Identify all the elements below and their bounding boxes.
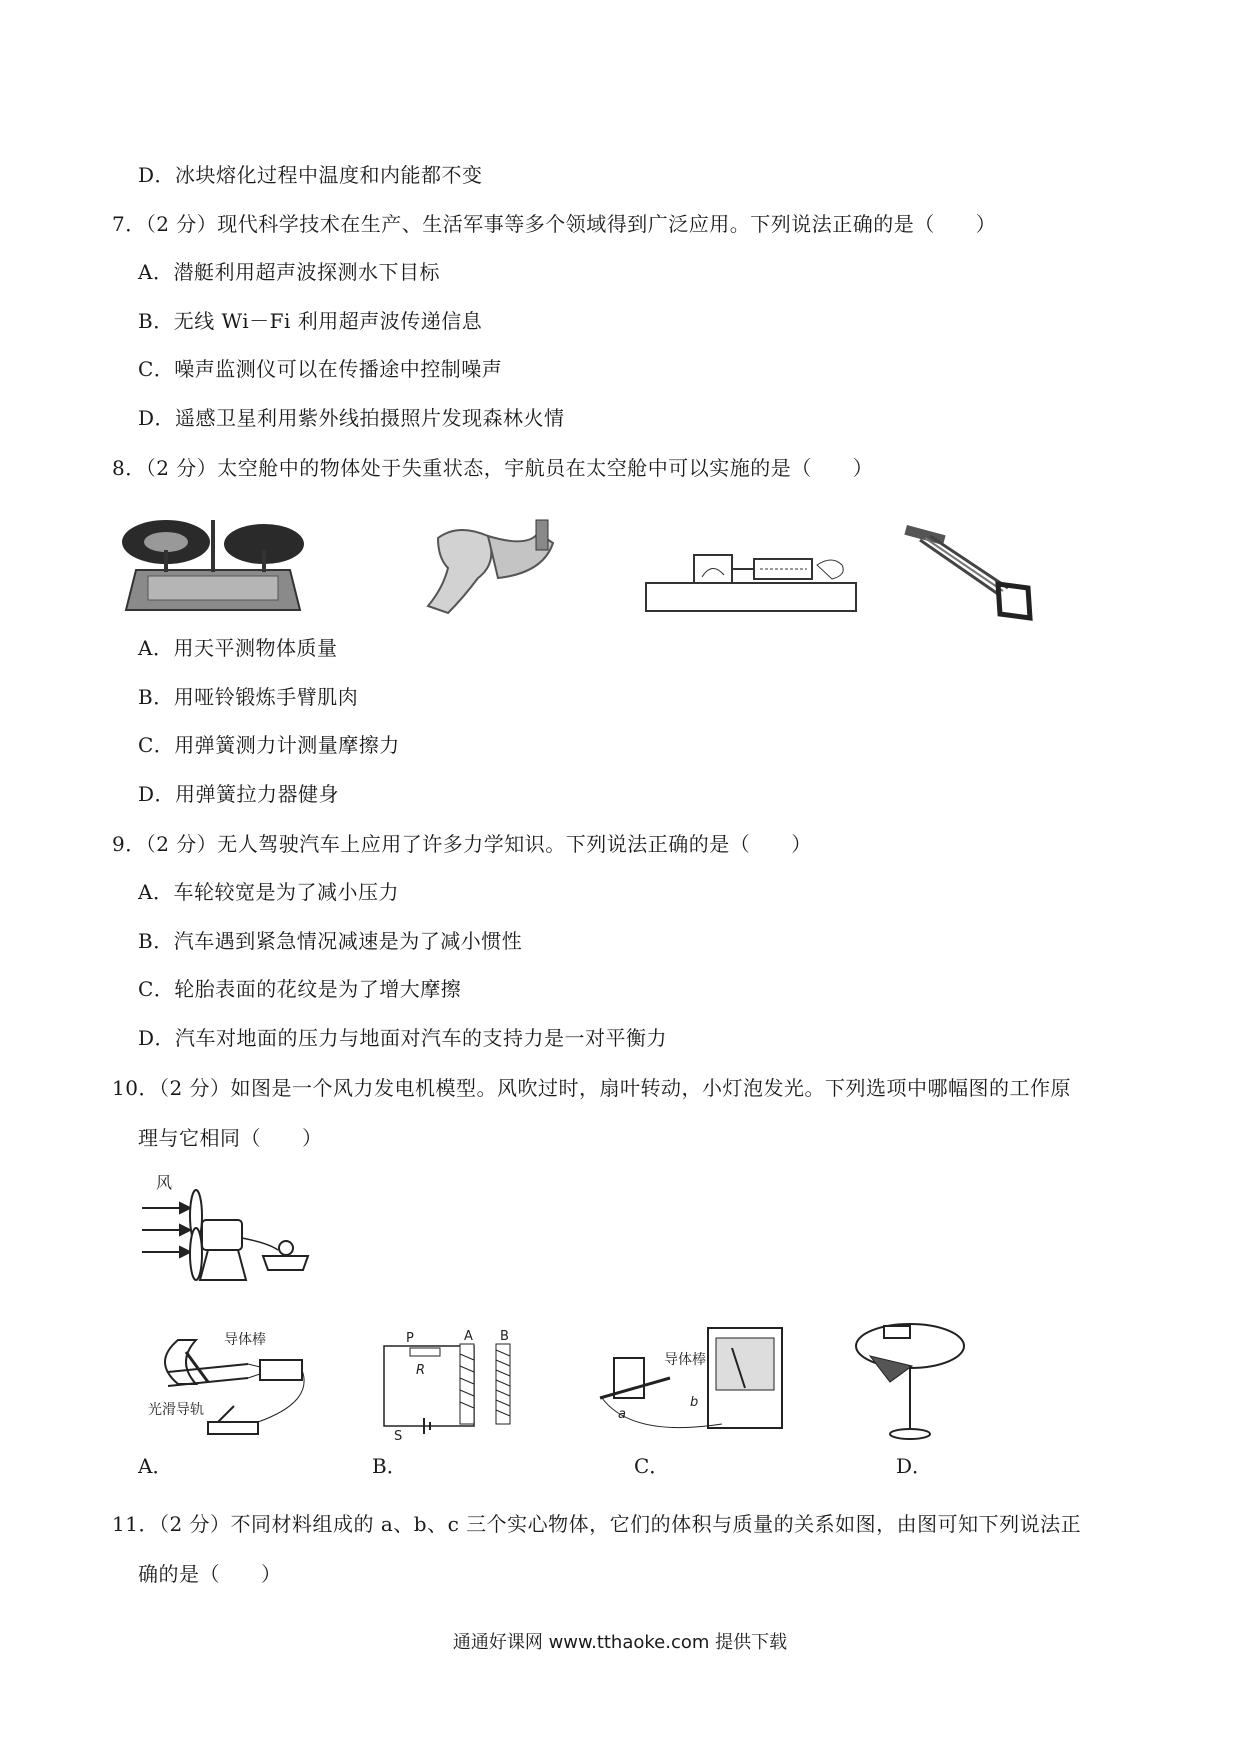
q7-option-d: D．遥感卫星利用紫外线拍摄照片发现森林火情	[138, 406, 565, 430]
q8-option-b: B．用哑铃锻炼手臂肌肉	[138, 685, 359, 709]
q9-stem: 9．（2 分）无人驾驶汽车上应用了许多力学知识。下列说法正确的是（ ）	[112, 832, 812, 856]
q7-stem: 7．（2 分）现代科学技术在生产、生活军事等多个领域得到广泛应用。下列说法正确的是（ ）	[112, 212, 997, 236]
spring-expander-icon	[900, 522, 1040, 622]
fig-b-label-a: A	[464, 1329, 473, 1344]
q7-option-c: C．噪声监测仪可以在传播途中控制噪声	[138, 357, 503, 381]
fig-a-conductor-rail	[148, 1322, 316, 1442]
q10-option-d-label: D．	[896, 1454, 933, 1478]
q10-stem-line2: 理与它相同（ ）	[138, 1126, 323, 1150]
q9-option-c: C．轮胎表面的花纹是为了增大摩擦	[138, 977, 462, 1001]
fig-d-motor	[850, 1310, 970, 1445]
fig-a-label-rail: 光滑导轨	[148, 1402, 204, 1418]
wind-generator-figure	[138, 1168, 318, 1288]
q10-option-b-label: B．	[372, 1454, 407, 1478]
fig-c-galvanometer	[592, 1318, 792, 1443]
fig-c-label-a: a	[618, 1407, 626, 1422]
q8-stem: 8．（2 分）太空舱中的物体处于失重状态，宇航员在太空舱中可以实施的是（ ）	[112, 456, 874, 480]
fig-b-label-r: R	[416, 1363, 426, 1378]
q10-stem-line1: 10．（2 分）如图是一个风力发电机模型。风吹过时，扇叶转动，小灯泡发光。下列选项中哪幅图的工作原	[112, 1076, 1072, 1100]
q10-option-c-label: C．	[634, 1454, 670, 1478]
wind-label: 风	[156, 1173, 173, 1192]
q7-option-b: B．无线 Wi－Fi 利用超声波传递信息	[138, 309, 483, 333]
fig-b-label-s: S	[394, 1429, 403, 1444]
dumbbell-arm-icon	[418, 518, 568, 618]
q8-option-d: D．用弹簧拉力器健身	[138, 782, 340, 806]
q7-option-a: A．潜艇利用超声波探测水下目标	[138, 260, 440, 284]
q9-option-a: A．车轮较宽是为了减小压力	[138, 880, 399, 904]
page-footer: 通通好课网 www.tthaoke.com 提供下载	[452, 1632, 788, 1653]
fig-c-label-rod: 导体棒	[664, 1352, 706, 1368]
q9-option-b: B．汽车遇到紧急情况减速是为了减小惯性	[138, 929, 523, 953]
fig-b-electromagnet	[376, 1328, 526, 1446]
q8-option-a: A．用天平测物体质量	[138, 636, 338, 660]
balance-scale-icon	[118, 510, 308, 615]
spring-scale-friction-icon	[642, 535, 862, 615]
q9-option-d: D．汽车对地面的压力与地面对汽车的支持力是一对平衡力	[138, 1026, 668, 1050]
q8-option-c: C．用弹簧测力计测量摩擦力	[138, 733, 400, 757]
fig-a-label-rod: 导体棒	[224, 1332, 266, 1348]
fig-b-label-b: B	[500, 1329, 509, 1344]
q10-option-a-label: A．	[138, 1454, 173, 1478]
fig-c-label-b: b	[690, 1395, 699, 1410]
fig-b-label-p: P	[406, 1331, 414, 1346]
q11-stem-line1: 11．（2 分）不同材料组成的 a、b、c 三个实心物体，它们的体积与质量的关系如图，由图可知下列说法正	[112, 1512, 1082, 1536]
q6-option-d: D．冰块熔化过程中温度和内能都不变	[138, 163, 483, 187]
q11-stem-line2: 确的是（ ）	[138, 1562, 282, 1586]
